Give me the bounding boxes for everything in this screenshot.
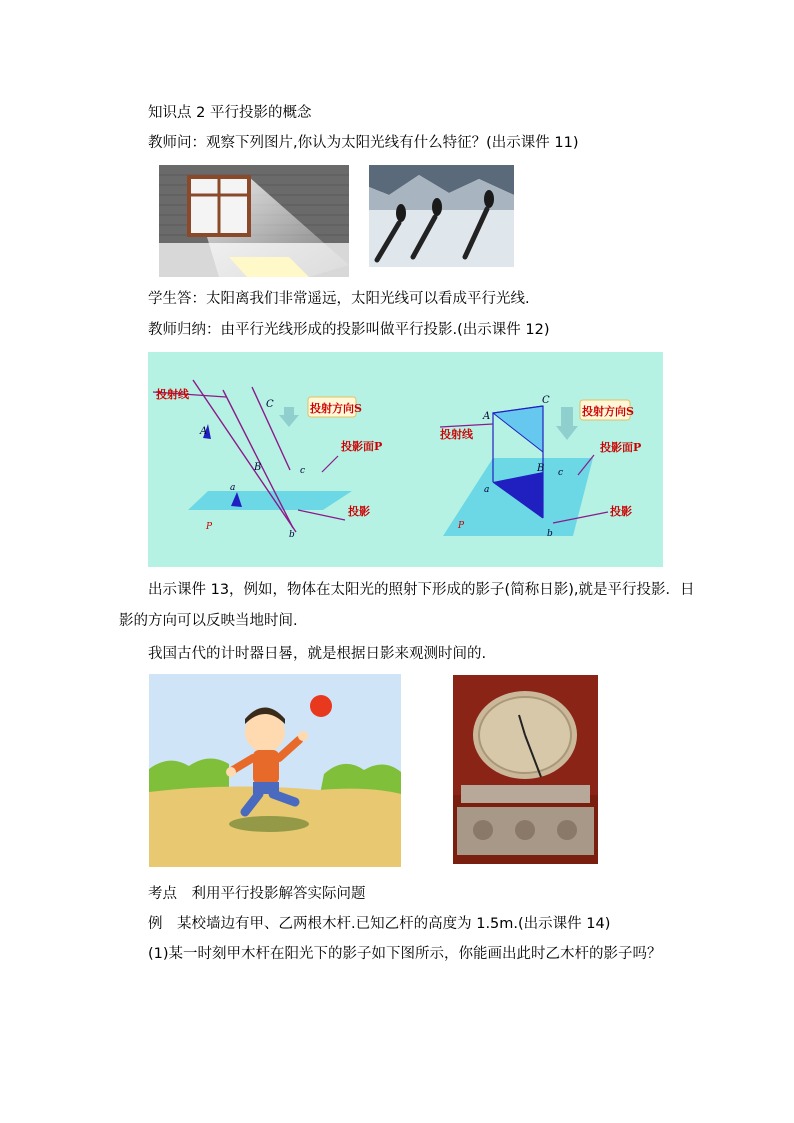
right-point-a: a bbox=[484, 485, 490, 495]
exam-point: 考点 利用平行投影解答实际问题 bbox=[148, 886, 366, 902]
paragraph-sun-shadow-2: 影的方向可以反映当地时间. bbox=[119, 613, 298, 629]
right-point-c: c bbox=[558, 468, 564, 478]
question-1: (1)某一时刻甲木杆在阳光下的影子如下图所示，你能画出此时乙木杆的影子吗？ bbox=[148, 946, 662, 962]
left-point-A: A bbox=[200, 426, 208, 437]
sundial-photo bbox=[453, 675, 598, 864]
left-point-C: C bbox=[266, 399, 274, 410]
left-plane-P: P bbox=[206, 522, 213, 532]
left-point-b: b bbox=[289, 530, 295, 540]
climbers-shadow-photo bbox=[369, 165, 514, 267]
window-light-photo bbox=[159, 165, 349, 277]
parallel-projection-diagram bbox=[148, 352, 663, 567]
teacher-summary: 教师归纳：由平行光线形成的投影叫做平行投影.(出示课件 12) bbox=[148, 322, 550, 338]
left-plane-label: 投影面P bbox=[341, 440, 383, 453]
section-heading: 知识点 2 平行投影的概念 bbox=[148, 105, 312, 121]
right-plane-P: P bbox=[458, 521, 465, 531]
right-point-b: b bbox=[547, 529, 553, 539]
right-point-B: B bbox=[537, 463, 545, 474]
left-shadow-label: 投影 bbox=[348, 505, 370, 518]
right-point-C: C bbox=[542, 395, 550, 406]
left-direction-label: 投射方向S bbox=[310, 402, 362, 415]
example-statement: 例 某校墙边有甲、乙两根木杆.已知乙杆的高度为 1.5m.(出示课件 14) bbox=[148, 916, 611, 932]
right-plane-label: 投影面P bbox=[600, 441, 642, 454]
boy-sunlight-illustration bbox=[149, 674, 401, 867]
teacher-question: 教师问：观察下列图片,你认为太阳光线有什么特征？(出示课件 11) bbox=[148, 135, 579, 151]
right-shadow-label: 投影 bbox=[610, 505, 632, 518]
left-ray-label: 投射线 bbox=[156, 388, 189, 401]
paragraph-sun-shadow-1: 出示课件 13，例如，物体在太阳光的照射下形成的影子(简称日影),就是平行投影．日 bbox=[148, 582, 695, 598]
paragraph-sundial: 我国古代的计时器日晷，就是根据日影来观测时间的. bbox=[148, 646, 487, 662]
left-point-c: c bbox=[300, 466, 306, 476]
right-point-A: A bbox=[483, 411, 491, 422]
left-point-a: a bbox=[230, 483, 236, 493]
right-direction-label: 投射方向S bbox=[582, 405, 634, 418]
left-point-B: B bbox=[254, 462, 262, 473]
student-answer: 学生答：太阳离我们非常遥远，太阳光线可以看成平行光线. bbox=[148, 291, 530, 307]
right-ray-label: 投射线 bbox=[440, 428, 473, 441]
